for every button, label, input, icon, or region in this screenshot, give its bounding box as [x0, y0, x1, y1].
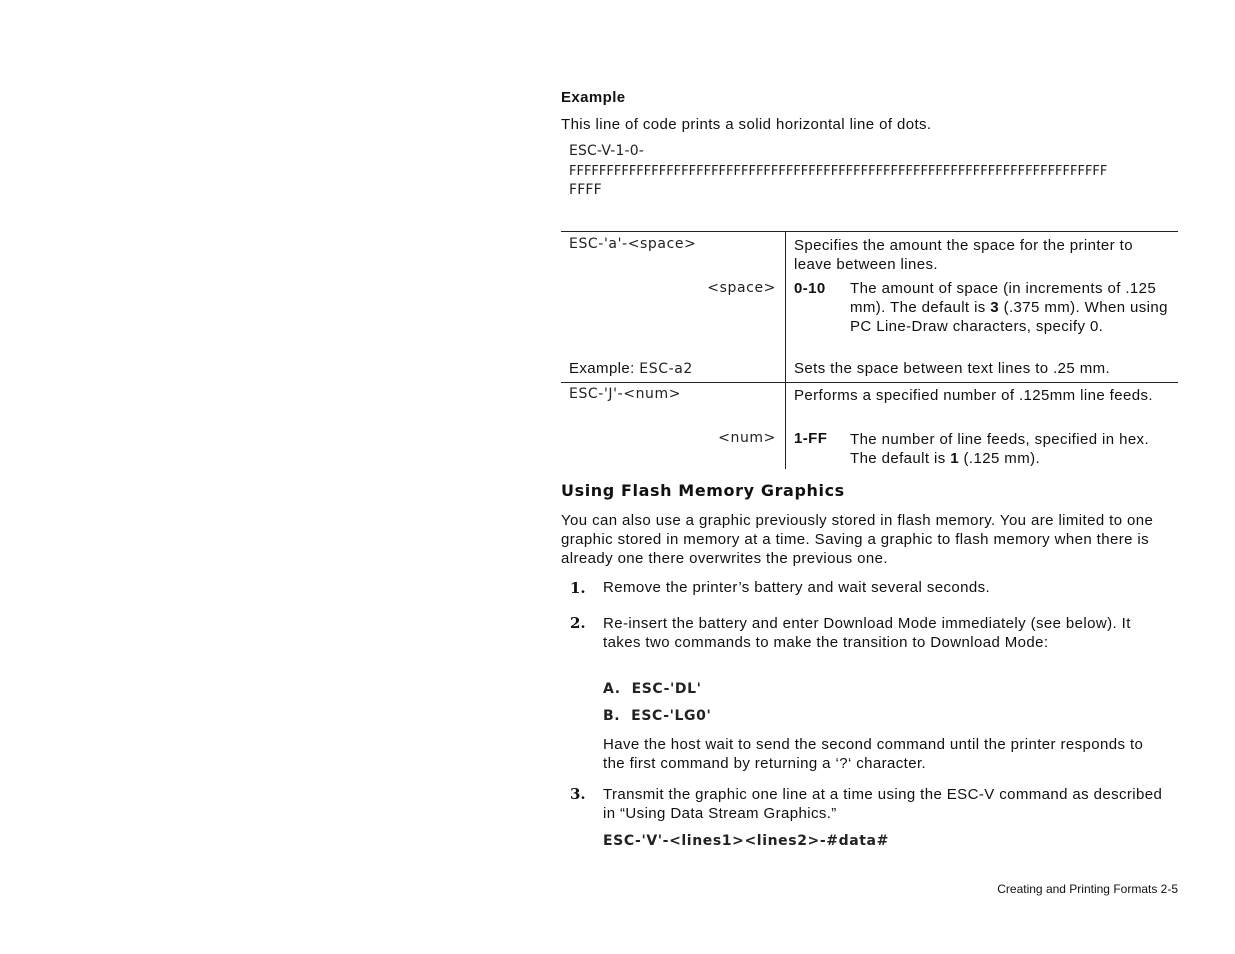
- step-number: 2.: [570, 614, 586, 632]
- flash-intro: You can also use a graphic previously stored in flash memory. You are limited to one graphic stored in memory at a time. Saving a graphic to flash memory when there is already one there overwrites the previous one.: [561, 512, 1154, 567]
- command-esc-a: ESC-'a'-<space>: [569, 236, 697, 252]
- esc-v-syntax: ESC-'V'-<lines1><lines2>-#data#: [603, 833, 889, 849]
- example-intro: This line of code prints a solid horizontal line of dots.: [561, 116, 932, 133]
- flash-heading: Using Flash Memory Graphics: [561, 481, 845, 500]
- example-code-line: ESC-V-1-0-: [569, 143, 644, 159]
- table-column-divider: [785, 231, 786, 469]
- substep-a: A. ESC-'DL': [603, 681, 702, 697]
- example-esc-a2: Example: ESC-a2: [569, 360, 693, 377]
- example-heading: Example: [561, 89, 626, 106]
- step-number: 1.: [570, 579, 586, 597]
- page-footer: Creating and Printing Formats 2-5: [997, 882, 1178, 896]
- param-space-range: 0-10: [794, 280, 826, 297]
- param-space-description: The amount of space (in increments of .125 mm). The default is 3 (.375 mm). When using PC Line-Draw characters, specify 0.: [850, 280, 1168, 335]
- step-text: Re-insert the battery and enter Download Mode immediately (see below). It takes two commands to make the transition to Download Mode:: [603, 615, 1131, 651]
- param-num-range: 1-FF: [794, 430, 828, 447]
- command-esc-j: ESC-'J'-<num>: [569, 386, 682, 402]
- step-number: 3.: [570, 785, 586, 803]
- wait-note: Have the host wait to send the second command until the printer responds to the first command by returning a ‘?‘ character.: [603, 736, 1144, 772]
- example-code-line: FFFF: [569, 182, 602, 198]
- step-text: Transmit the graphic one line at a time using the ESC-V command as described in “Using Data Stream Graphics.”: [603, 786, 1163, 822]
- param-space-name: <space>: [707, 280, 776, 296]
- table-top-rule: [561, 231, 1178, 232]
- table-row-divider: [561, 382, 1178, 383]
- command-esc-a-description: Specifies the amount the space for the printer to leave between lines.: [794, 237, 1133, 273]
- param-num-description: The number of line feeds, specified in hex. The default is 1 (.125 mm).: [850, 431, 1150, 467]
- example-esc-a2-description: Sets the space between text lines to .25 mm.: [794, 360, 1111, 377]
- example-code-line: FFFFFFFFFFFFFFFFFFFFFFFFFFFFFFFFFFFFFFFFFFFFFFFFFFFFFFFFFFFFFFFFFFFFFFFF: [569, 163, 1108, 179]
- command-esc-j-description: Performs a specified number of .125mm line feeds.: [794, 387, 1153, 404]
- example-code-block: [569, 142, 1107, 201]
- param-num-name: <num>: [718, 430, 776, 446]
- step-text: Remove the printer’s battery and wait several seconds.: [603, 579, 991, 596]
- substep-b: B. ESC-'LG0': [603, 708, 712, 724]
